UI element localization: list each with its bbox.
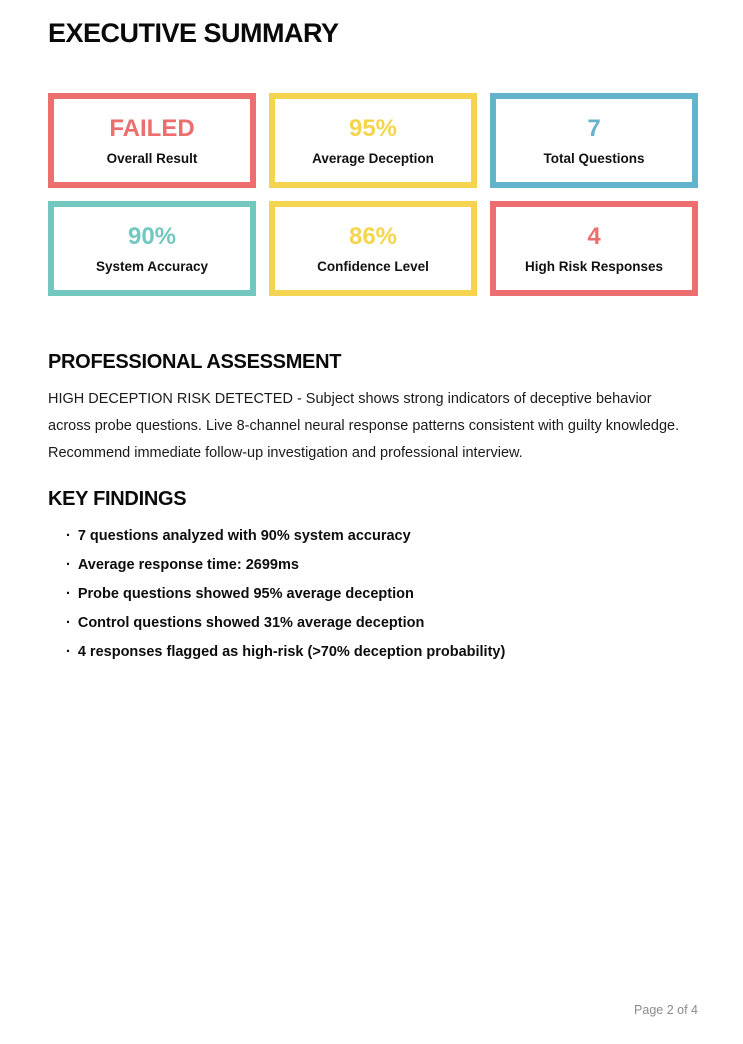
metric-label: Confidence Level xyxy=(317,258,429,274)
metric-value: FAILED xyxy=(109,114,195,142)
professional-assessment-text: HIGH DECEPTION RISK DETECTED - Subject shows strong indicators of deceptive behavior across probe questions. Live 8-channel neural response patterns consistent with guilty knowledge. Recommend immediate follow-up investigation and professional interview. xyxy=(48,391,680,461)
metric-label: Total Questions xyxy=(543,150,645,166)
metric-value: 7 xyxy=(587,114,601,142)
page-number: Page 2 of 4 xyxy=(634,1003,698,1017)
professional-assessment-heading: PROFESSIONAL ASSESSMENT xyxy=(48,351,342,373)
metric-label: Overall Result xyxy=(106,150,198,166)
metric-card xyxy=(490,93,698,188)
metric-value: 4 xyxy=(587,222,601,250)
finding-item: · 4 responses flagged as high-risk (>70% deception probability) xyxy=(66,644,698,660)
metric-value: 86% xyxy=(348,222,398,250)
metric-card xyxy=(269,201,477,296)
metric-card xyxy=(490,201,698,296)
metric-value: 90% xyxy=(127,222,177,250)
metric-card xyxy=(269,93,477,188)
summary-cards-grid xyxy=(48,93,698,296)
key-findings-heading: KEY FINDINGS xyxy=(48,488,187,510)
metric-label: System Accuracy xyxy=(95,258,209,274)
finding-item: · 7 questions analyzed with 90% system accuracy xyxy=(66,528,698,544)
metric-label: High Risk Responses xyxy=(524,258,664,274)
metric-card xyxy=(48,201,256,296)
finding-item: · Probe questions showed 95% average deception xyxy=(66,586,698,602)
page-title: EXECUTIVE SUMMARY xyxy=(48,18,339,48)
metric-card xyxy=(48,93,256,188)
key-findings-list xyxy=(48,528,698,660)
finding-item: · Control questions showed 31% average deception xyxy=(66,615,698,631)
metric-value: 95% xyxy=(348,114,398,142)
metric-label: Average Deception xyxy=(312,150,434,166)
finding-item: · Average response time: 2699ms xyxy=(66,557,698,573)
